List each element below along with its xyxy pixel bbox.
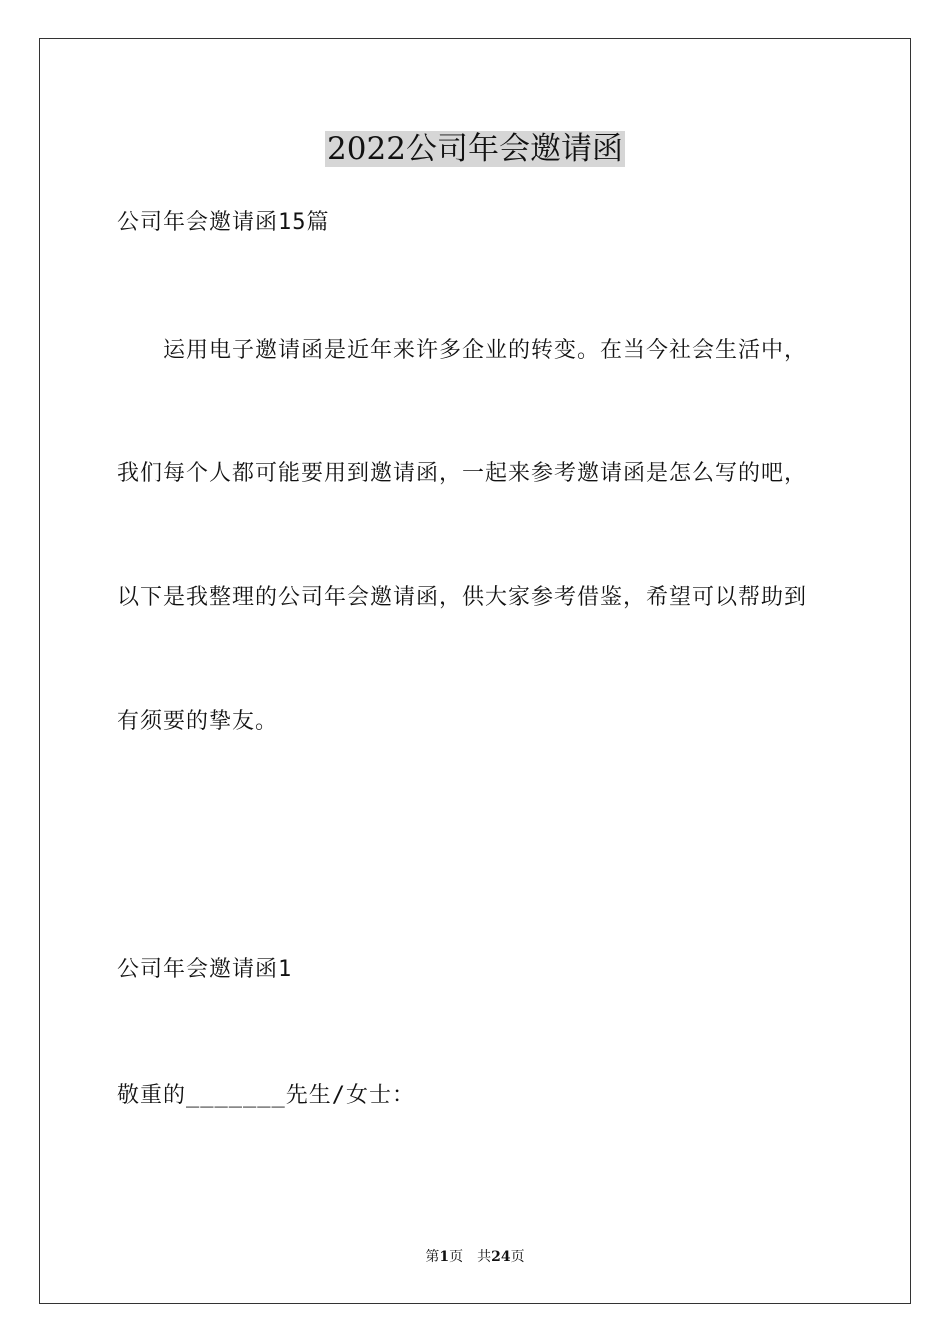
paragraph-line-4: 有须要的挚友。 (117, 709, 279, 734)
section-heading: 公司年会邀请函1 (117, 957, 293, 982)
footer-page-prefix: 第 (425, 1249, 440, 1265)
page-footer (0, 1248, 950, 1266)
paragraph-line-1: 运用电子邀请函是近年来许多企业的转变。在当今社会生活中， (163, 338, 808, 363)
footer-total-prefix: 共 (477, 1249, 492, 1265)
document-title-text: 2022公司年会邀请函 (327, 131, 623, 167)
salutation-line: 敬重的_______先生/女士： (117, 1083, 415, 1108)
footer-total-suffix: 页 (510, 1249, 525, 1265)
footer-page-suffix: 页 (449, 1249, 464, 1265)
footer-total-pages: 24 (491, 1249, 511, 1265)
paragraph-line-2: 我们每个人都可能要用到邀请函，一起来参考邀请函是怎么写的吧， (117, 461, 808, 486)
document-title (0, 128, 950, 170)
document-subtitle: 公司年会邀请函15篇 (117, 210, 330, 235)
paragraph-line-3: 以下是我整理的公司年会邀请函，供大家参考借鉴，希望可以帮助到 (117, 585, 808, 610)
footer-page-number: 1 (439, 1249, 450, 1265)
